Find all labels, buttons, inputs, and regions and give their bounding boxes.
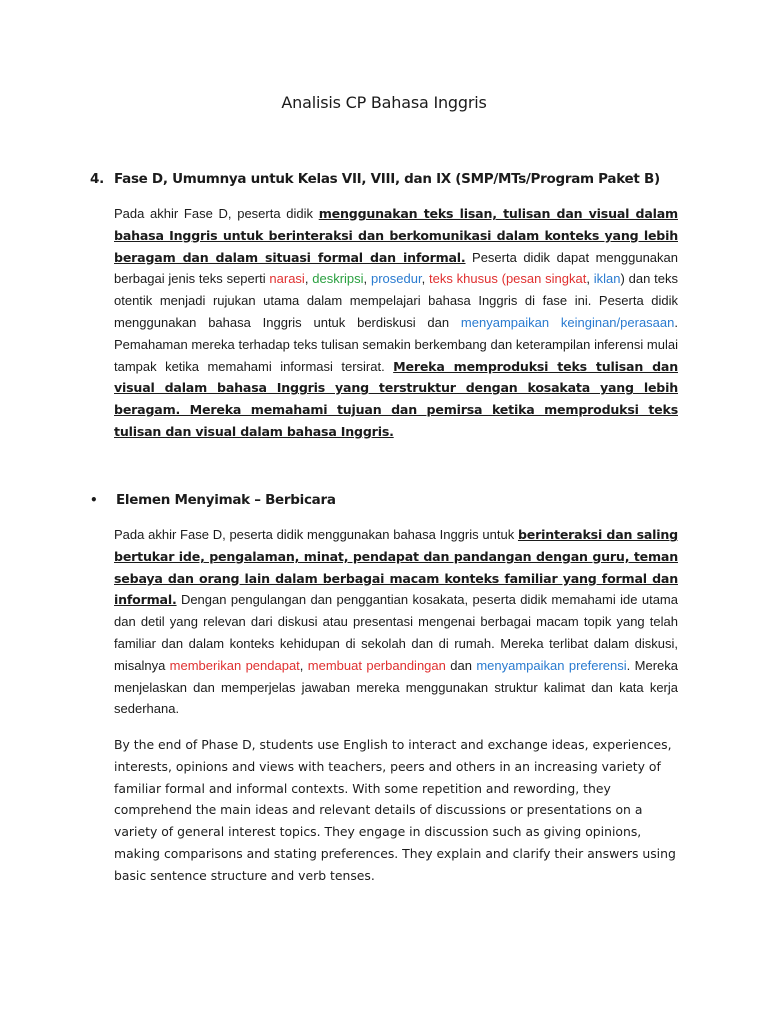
highlight-teks-khusus: teks khusus (pesan singkat <box>428 271 587 287</box>
paragraph-menyimak-id <box>114 524 678 720</box>
bullet-icon: • <box>90 493 98 507</box>
highlight-membuat-perbandingan: membuat perbandingan <box>307 657 446 673</box>
highlight-prosedur: prosedur <box>370 271 422 287</box>
section-heading-text: Elemen Menyimak – Berbicara <box>116 492 336 508</box>
underlined-text: berinteraksi dan saling bertukar ide, pengalaman, minat, pendapat dan pandangan dengan guru, teman sebaya dan orang lain dalam berbagai macam konteks familiar yang formal dan informal. <box>114 527 679 608</box>
text: Dengan pengulangan dan penggantian kosakata, peserta didik memahami ide utama dan detil yang relevan dari diskusi atau presentasi mengenai berbagai macam topik yang telah familiar dan dalam konteks kehidupan di sekolah dan di rumah. Mereka terlibat dalam diskusi, misalnya <box>114 592 678 673</box>
text: , <box>586 271 594 287</box>
highlight-iklan: iklan <box>593 271 621 287</box>
text: , <box>363 271 371 287</box>
highlight-menyampaikan: menyampaikan keinginan/perasaan <box>460 314 675 330</box>
text: dan <box>445 657 477 673</box>
text: . Pemahaman mereka terhadap teks tulisan semakin berkembang dan keterampilan inferensi mulai tampak ketika memahami informasi tersirat. <box>114 314 678 374</box>
text: , <box>421 271 429 287</box>
text: , <box>304 271 313 287</box>
paragraph-menyimak-en: By the end of Phase D, students use English to interact and exchange ideas, experiences, interests, opinions and views with teachers, peers and others in an increasing variety of familiar formal and informal contexts. With some repetition and rewording, they comprehend the main ideas and relevant details of discussions or presentations on a variety of general interest topics. They engage in discussion such as giving opinions, making comparisons and stating preferences. They explain and clarify their answers using basic sentence structure and verb tenses. <box>114 737 676 883</box>
text: Pada akhir Fase D, peserta didik menggunakan bahasa Inggris untuk <box>114 527 518 542</box>
highlight-narasi: narasi <box>269 271 305 287</box>
section-heading-fase-d <box>90 171 660 187</box>
underlined-text: Mereka memproduksi teks tulisan dan visual dalam bahasa Inggris yang terstruktur dengan kosakata yang lebih beragam. Mereka memahami tujuan dan pemirsa ketika memproduksi teks tulisan dan visual dalam bahasa Inggris. <box>114 358 678 439</box>
paragraph-fase-d <box>114 203 678 443</box>
underlined-text: menggunakan teks lisan, tulisan dan visual dalam bahasa Inggris untuk berinteraksi dan berkomunikasi dalam konteks yang lebih beragam dan dalam situasi formal dan informal. <box>114 206 678 265</box>
highlight-deskripsi: deskripsi <box>312 271 364 287</box>
highlight-memberikan-pendapat: memberikan pendapat <box>169 657 300 673</box>
text: ) dan teks otentik menjadi rujukan utama dalam mempelajari bahasa Inggris di fase ini. Peserta didik menggunakan bahasa Inggris untuk berdiskusi dan <box>114 271 678 330</box>
text: Peserta didik dapat menggunakan berbagai jenis teks seperti <box>114 249 679 287</box>
document-title: Analisis CP Bahasa Inggris <box>281 93 487 112</box>
text: Pada akhir Fase D, peserta didik <box>114 206 319 221</box>
section-number: 4. <box>90 171 104 187</box>
highlight-menyampaikan-preferensi: menyampaikan preferensi <box>476 657 627 673</box>
section-heading-menyimak <box>90 492 336 508</box>
text: . Mereka menjelaskan dan memperjelas jawaban mereka menggunakan struktur kalimat dan kata kerja sederhana. <box>114 657 678 717</box>
text: , <box>299 657 308 673</box>
section-heading-text: Fase D, Umumnya untuk Kelas VII, VIII, dan IX (SMP/MTs/Program Paket B) <box>114 171 660 187</box>
